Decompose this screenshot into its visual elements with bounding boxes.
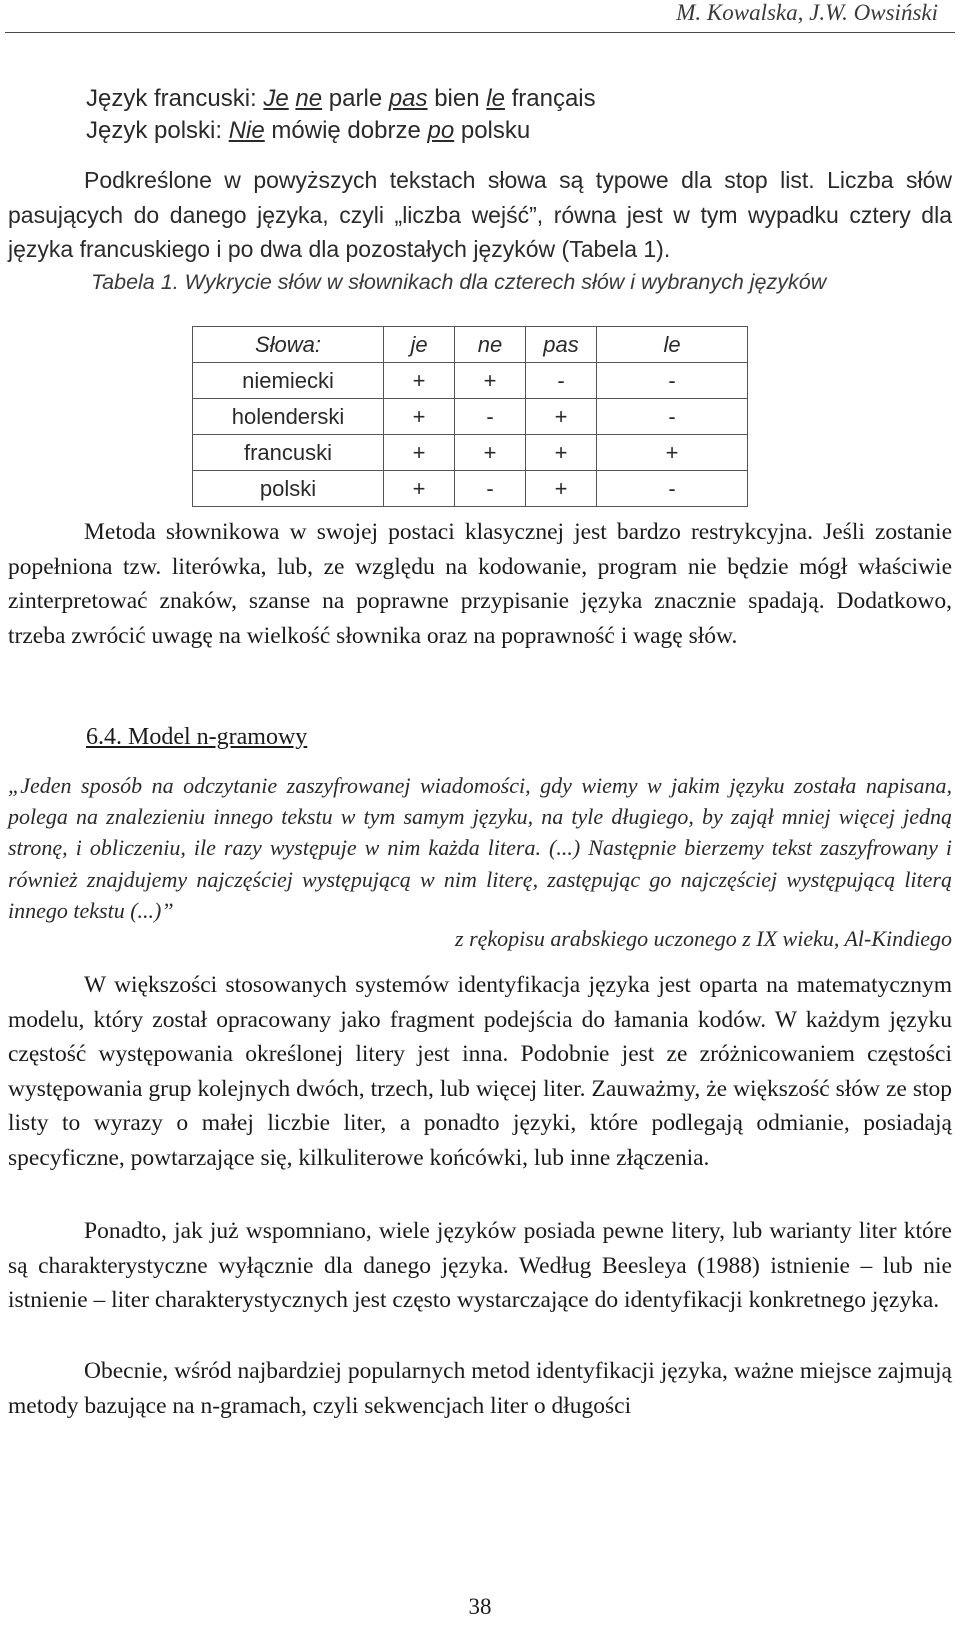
table-cell: - bbox=[597, 363, 748, 399]
table-header-cell: le bbox=[597, 327, 748, 363]
stopword-po: po bbox=[427, 117, 455, 144]
table-row bbox=[193, 399, 748, 435]
paragraph-stoplist bbox=[8, 163, 952, 267]
table-cell: + bbox=[526, 399, 597, 435]
table-header-cell: ne bbox=[455, 327, 526, 363]
body-paragraph-text: Obecnie, wśród najbardziej popularnych metod identyfikacji języka, ważne miejsce zajmują metody bazujące na n-gramach, czyli sekwencjach liter o długości bbox=[8, 1358, 952, 1419]
stopword-ne: ne bbox=[295, 85, 323, 112]
paragraph-dictionary-text: Metoda słownikowa w swojej postaci klasycznej jest bardzo restrykcyjna. Jeśli zostanie popełniona tzw. literówka, lub, ze względu na kodowanie, program nie będzie mógł właściwie zinterpretować znaków, szanse na poprawne przypisanie języka znacznie spadają. Dodatkowo, trzeba zwrócić uwagę na wielkość słownika oraz na poprawność i wagę słów. bbox=[8, 519, 952, 649]
example-text: bien bbox=[427, 85, 487, 112]
section-title: Model n-gramowy bbox=[128, 724, 308, 750]
body-paragraph-text: Ponadto, jak już wspomniano, wiele języków posiada pewne litery, lub warianty liter które są charakterystyczne wyłącznie dla danego języka. Według Beesleya (1988) istnienie – lub nie istnienie – liter charakterystycznych jest często wystarczające do identyfikacji konkretnego języka. bbox=[8, 1218, 952, 1313]
table-header-cell: pas bbox=[526, 327, 597, 363]
paragraph-stoplist-text: Podkreślone w powyższych tekstach słowa są typowe dla stop list. Liczba słów pasujących do danego języka, czyli „liczba wejść”, równa jest w tym wypadku cztery dla języka francuskiego i po dwa dla pozostałych języków (Tabela 1). bbox=[8, 167, 952, 262]
table-row bbox=[193, 363, 748, 399]
table-cell: + bbox=[384, 471, 455, 507]
section-number: 6.4. bbox=[86, 724, 122, 750]
table-cell: - bbox=[597, 399, 748, 435]
table-cell: niemiecki bbox=[193, 363, 384, 399]
example-french bbox=[86, 84, 596, 114]
table-header-row bbox=[193, 327, 748, 363]
table-cell: + bbox=[526, 435, 597, 471]
running-header: M. Kowalska, J.W. Owsiński bbox=[676, 0, 938, 25]
body-paragraph bbox=[8, 1354, 952, 1423]
table-cell: + bbox=[526, 471, 597, 507]
table-cell: + bbox=[384, 435, 455, 471]
table-cell: polski bbox=[193, 471, 384, 507]
table-cell: holenderski bbox=[193, 399, 384, 435]
stopword-je: Je bbox=[263, 85, 289, 112]
body-paragraph bbox=[8, 1214, 952, 1318]
table-row bbox=[193, 435, 748, 471]
example-text: mówię dobrze bbox=[264, 117, 428, 144]
table-cell: - bbox=[455, 471, 526, 507]
table-cell: + bbox=[597, 435, 748, 471]
table-cell: + bbox=[455, 435, 526, 471]
stopword-nie: Nie bbox=[228, 117, 265, 144]
header-rule bbox=[5, 32, 955, 33]
dictionary-detection-table bbox=[192, 326, 748, 507]
stopword-le: le bbox=[486, 85, 505, 112]
table-cell: + bbox=[384, 363, 455, 399]
stopword-pas: pas bbox=[388, 85, 428, 112]
body-paragraph-text: W większości stosowanych systemów identyfikacja języka jest oparta na matematycznym modelu, który został opracowany jako fragment podejścia do łamania kodów. W każdym języku częstość występowania określonej litery jest inna. Podobnie jest ze zróżnicowaniem częstości występowania grup kolejnych dwóch, trzech, lub więcej liter. Zauważmy, że większość słów ze stop listy to wyrazy o małej liczbie liter, a ponadto języki, które podlegają odmianie, posiadają specyficzne, powtarzające się, kilkuliterowe końcówki, lub inne złączenia. bbox=[8, 972, 952, 1171]
table-cell: - bbox=[597, 471, 748, 507]
section-heading bbox=[86, 724, 307, 751]
example-polish-prefix: Język polski: bbox=[86, 117, 229, 144]
example-text: polsku bbox=[454, 117, 531, 144]
table-cell: + bbox=[455, 363, 526, 399]
table-header-cell: je bbox=[384, 327, 455, 363]
table-caption: Tabela 1. Wykrycie słów w słownikach dla czterech słów i wybranych języków bbox=[91, 270, 827, 294]
table-cell: - bbox=[526, 363, 597, 399]
table-row bbox=[193, 471, 748, 507]
paragraph-dictionary-method bbox=[8, 515, 952, 653]
example-french-prefix: Język francuski: bbox=[86, 85, 264, 112]
table-cell: francuski bbox=[193, 435, 384, 471]
table-cell: - bbox=[455, 399, 526, 435]
example-text: français bbox=[504, 85, 596, 112]
example-text: parle bbox=[322, 85, 389, 112]
page-number: 38 bbox=[468, 1594, 492, 1619]
table-header-cell: Słowa: bbox=[193, 327, 384, 363]
table-cell: + bbox=[384, 399, 455, 435]
epigraph-quote: „Jeden sposób na odczytanie zaszyfrowanej wiadomości, gdy wiemy w jakim języku została napisana, polega na znalezieniu innego tekstu w tym samym języku, na tyle długiego, by zajął mniej więcej jedną stronę, i obliczeniu, ile razy występuje w nim każda litera. (...) Następnie bierzemy tekst zaszyfrowany i również znajdujemy najczęściej występującą w nim literę, zastępując go najczęściej występującą literą innego tekstu (...)” bbox=[8, 773, 952, 923]
example-polish bbox=[86, 116, 530, 146]
quote-attribution: z rękopisu arabskiego uczonego z IX wieku, Al-Kindiego bbox=[455, 926, 952, 951]
body-paragraph bbox=[8, 968, 952, 1175]
